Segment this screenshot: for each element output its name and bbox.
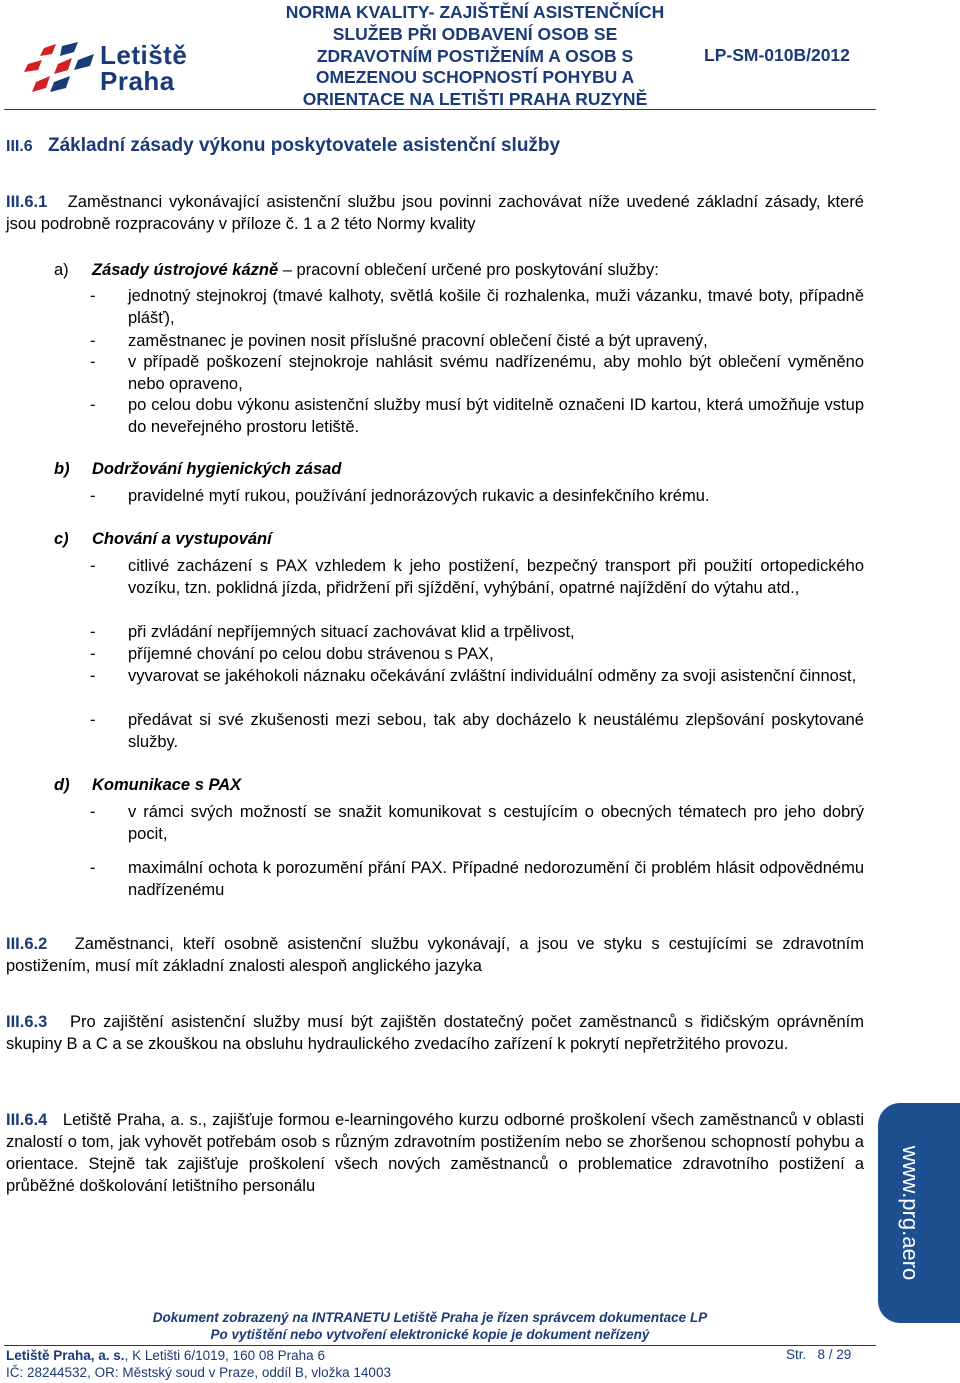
- company-name: Letiště Praha, a. s.: [6, 1348, 125, 1363]
- subsection-a: [54, 259, 659, 281]
- list-item: - vyvarovat se jakéhokoli náznaku očekávání zvláštní individuální odměny za svoji asistenční činnost,: [90, 665, 864, 687]
- list-item-text: po celou dobu výkonu asistenční služby musí být viditelně označeni ID kartou, která umožňuje vstup do neveřejného prostoru letiště.: [128, 396, 864, 436]
- list-item: - předávat si své zkušenosti mezi sebou, tak aby docházelo k neustálému zlepšování poskytované služby.: [90, 711, 864, 751]
- paragraph-3-6-4: [6, 1109, 864, 1197]
- list-item: - pravidelné mytí rukou, používání jednorázových rukavic a desinfekčního krému.: [90, 485, 864, 507]
- footer-divider: [4, 1345, 876, 1346]
- list-item: - příjemné chování po celou dobu strávenou s PAX,: [90, 643, 864, 665]
- subsection-letter: b): [54, 460, 70, 478]
- header-divider: [4, 109, 876, 110]
- list-item-text: jednotný stejnokroj (tmavé kalhoty, světlá košile či rozhalenka, muži vázanku, tmavé boty, případně plášť),: [128, 287, 864, 327]
- subsection-d: [54, 774, 241, 796]
- website-side-tab[interactable]: [878, 1103, 960, 1323]
- subsection-b: [54, 458, 341, 480]
- company-registration: IČ: 28244532, OR: Městský soud v Praze, oddíl B, vložka 14003: [6, 1365, 391, 1380]
- paragraph-text: Zaměstnanci vykonávající asistenční službu jsou povinni zachovávat níže uvedené základní zásady, které jsou podrobně rozpracovány v příloze č. 1 a 2 této Normy kvality: [6, 193, 864, 233]
- logo-mark-icon: [22, 42, 98, 94]
- list-item-text: při zvládání nepříjemných situací zachovávat klid a trpělivost,: [128, 623, 575, 641]
- subsection-rest: – pracovní oblečení určené pro poskytování služby:: [278, 261, 659, 279]
- website-url[interactable]: www.prg.aero: [898, 1145, 923, 1281]
- title-line: ORIENTACE NA LETIŠTI PRAHA RUZYNĚ: [302, 89, 648, 110]
- title-line: OMEZENOU SCHOPNOSTÍ POHYBU A: [315, 67, 635, 88]
- title-line: ZDRAVOTNÍM POSTIŽENÍM A OSOB S: [316, 45, 634, 66]
- list-item: - v rámci svých možností se snažit komunikovat s cestujícím o obecných tématech pro jeho dobrý pocit,: [90, 803, 864, 843]
- subsection-c: [54, 528, 272, 550]
- list-item-text: zaměstnanec je povinen nosit příslušné pracovní oblečení čisté a být upravený,: [128, 332, 708, 350]
- paragraph-text: Zaměstnanci, kteří osobně asistenční službu vykonávají, a jsou ve styku s cestujícími se zdravotním postižením, musí mít základní znalosti alespoň anglického jazyka: [6, 935, 864, 975]
- footer-notice-line: Dokument zobrazený na INTRANETU Letiště Praha je řízen správcem dokumentace LP: [152, 1310, 708, 1325]
- paragraph-number: III.6.4: [6, 1111, 48, 1129]
- page-label: Str.: [786, 1347, 807, 1362]
- paragraph-number: III.6.1: [6, 193, 48, 211]
- paragraph-3-6-1: [6, 191, 864, 235]
- footer-notice-line: Po vytištění nebo vytvoření elektronické kopie je dokument neřízený: [210, 1327, 650, 1342]
- paragraph-3-6-2: [6, 933, 864, 977]
- list-item-text: v případě poškození stejnokroje nahlásit svému nadřízenému, aby mohlo být oblečení vyměněno nebo opraveno,: [128, 353, 864, 393]
- paragraph-number: III.6.2: [6, 935, 48, 953]
- logo-line-1: Letiště: [100, 40, 188, 70]
- list-item-text: v rámci svých možností se snažit komunikovat s cestujícím o obecných tématech pro jeho dobrý pocit,: [128, 803, 864, 843]
- document-code: LP-SM-010B/2012: [704, 45, 850, 65]
- section-title: Základní zásady výkonu poskytovatele asistenční služby: [47, 135, 561, 156]
- company-address: , K Letišti 6/1019, 160 08 Praha 6: [124, 1348, 325, 1363]
- list-item: - při zvládání nepříjemných situací zachovávat klid a trpělivost,: [90, 621, 864, 643]
- subsection-letter: d): [54, 776, 70, 794]
- subsection-letter: c): [54, 530, 69, 548]
- title-line: NORMA KVALITY- ZAJIŠTĚNÍ ASISTENČNÍCH: [285, 2, 665, 22]
- footer-address: [6, 1347, 391, 1381]
- subsection-title: Chování a vystupování: [92, 530, 272, 548]
- list-item-text: maximální ochota k porozumění přání PAX. Případné nedorozumění či problém hlásit odpovědnému nadřízenému: [128, 859, 864, 899]
- section-heading: [6, 135, 560, 157]
- subsection-title: Dodržování hygienických zásad: [92, 460, 342, 478]
- list-item-text: vyvarovat se jakéhokoli náznaku očekávání zvláštní individuální odměny za svoji asistenční činnost,: [128, 667, 857, 685]
- list-item: - v případě poškození stejnokroje nahlásit svému nadřízenému, aby mohlo být oblečení vyměněno nebo opraveno,: [90, 353, 864, 393]
- subsection-title: Komunikace s PAX: [92, 776, 242, 794]
- logo-text: [100, 42, 187, 94]
- list-item: - jednotný stejnokroj (tmavé kalhoty, světlá košile či rozhalenka, muži vázanku, tmavé boty, případně plášť),: [90, 287, 864, 327]
- page-value: 8 / 29: [817, 1347, 852, 1362]
- list-item: - maximální ochota k porozumění přání PAX. Případné nedorozumění či problém hlásit odpovědnému nadřízenému: [90, 859, 864, 899]
- list-item: - zaměstnanec je povinen nosit příslušné pracovní oblečení čisté a být upravený,: [90, 330, 864, 352]
- company-logo: [22, 42, 222, 94]
- document-title: [240, 2, 710, 111]
- subsection-letter: a): [54, 261, 69, 279]
- list-item-text: předávat si své zkušenosti mezi sebou, tak aby docházelo k neustálému zlepšování poskytované služby.: [128, 711, 864, 751]
- list-item-text: příjemné chování po celou dobu strávenou s PAX,: [128, 645, 494, 663]
- subsection-title: Zásady ústrojové kázně: [92, 261, 279, 279]
- section-number: III.6: [6, 138, 33, 155]
- footer-notice: [60, 1309, 800, 1343]
- logo-line-2: Praha: [100, 66, 175, 96]
- paragraph-text: Letiště Praha, a. s., zajišťuje formou e-learningového kurzu odborné proškolení všech zaměstnanců v oblasti znalostí o tom, jak vyhovět potřebám osob s různým zdravotním postižením nebo se zhoršenou schopností pohybu a orientace. Stejně tak zajišťuje proškolení všech nových zaměstnanců o problematice zdravotního postižení a průběžné doškolování letištního personálu: [6, 1111, 864, 1195]
- list-item-text: citlivé zacházení s PAX vzhledem k jeho postižení, bezpečný transport při použití ortopedického vozíku, tzn. poklidná jízda, přidržení při sjíždění, vyhýbání, opatrné najíždění do výtahu atd.,: [128, 557, 864, 597]
- list-item-text: pravidelné mytí rukou, používání jednorázových rukavic a desinfekčního krému.: [128, 487, 710, 505]
- paragraph-number: III.6.3: [6, 1013, 48, 1031]
- list-item: - po celou dobu výkonu asistenční služby musí být viditelně označeni ID kartou, která umožňuje vstup do neveřejného prostoru letiště.: [90, 396, 864, 436]
- paragraph-text: Pro zajištění asistenční služby musí být zajištěn dostatečný počet zaměstnanců s řidičským oprávněním skupiny B a C a se zkouškou na obsluhu hydraulického zvedacího zařízení k pokrytí nepřetržitého provozu.: [6, 1013, 864, 1053]
- list-item: - citlivé zacházení s PAX vzhledem k jeho postižení, bezpečný transport při použití ortopedického vozíku, tzn. poklidná jízda, přidržení při sjíždění, vyhýbání, opatrné najíždění do výtahu atd.,: [90, 557, 864, 597]
- paragraph-3-6-3: [6, 1011, 864, 1055]
- title-line: SLUŽEB PŘI ODBAVENÍ OSOB SE: [332, 23, 618, 44]
- page-number: [786, 1347, 851, 1362]
